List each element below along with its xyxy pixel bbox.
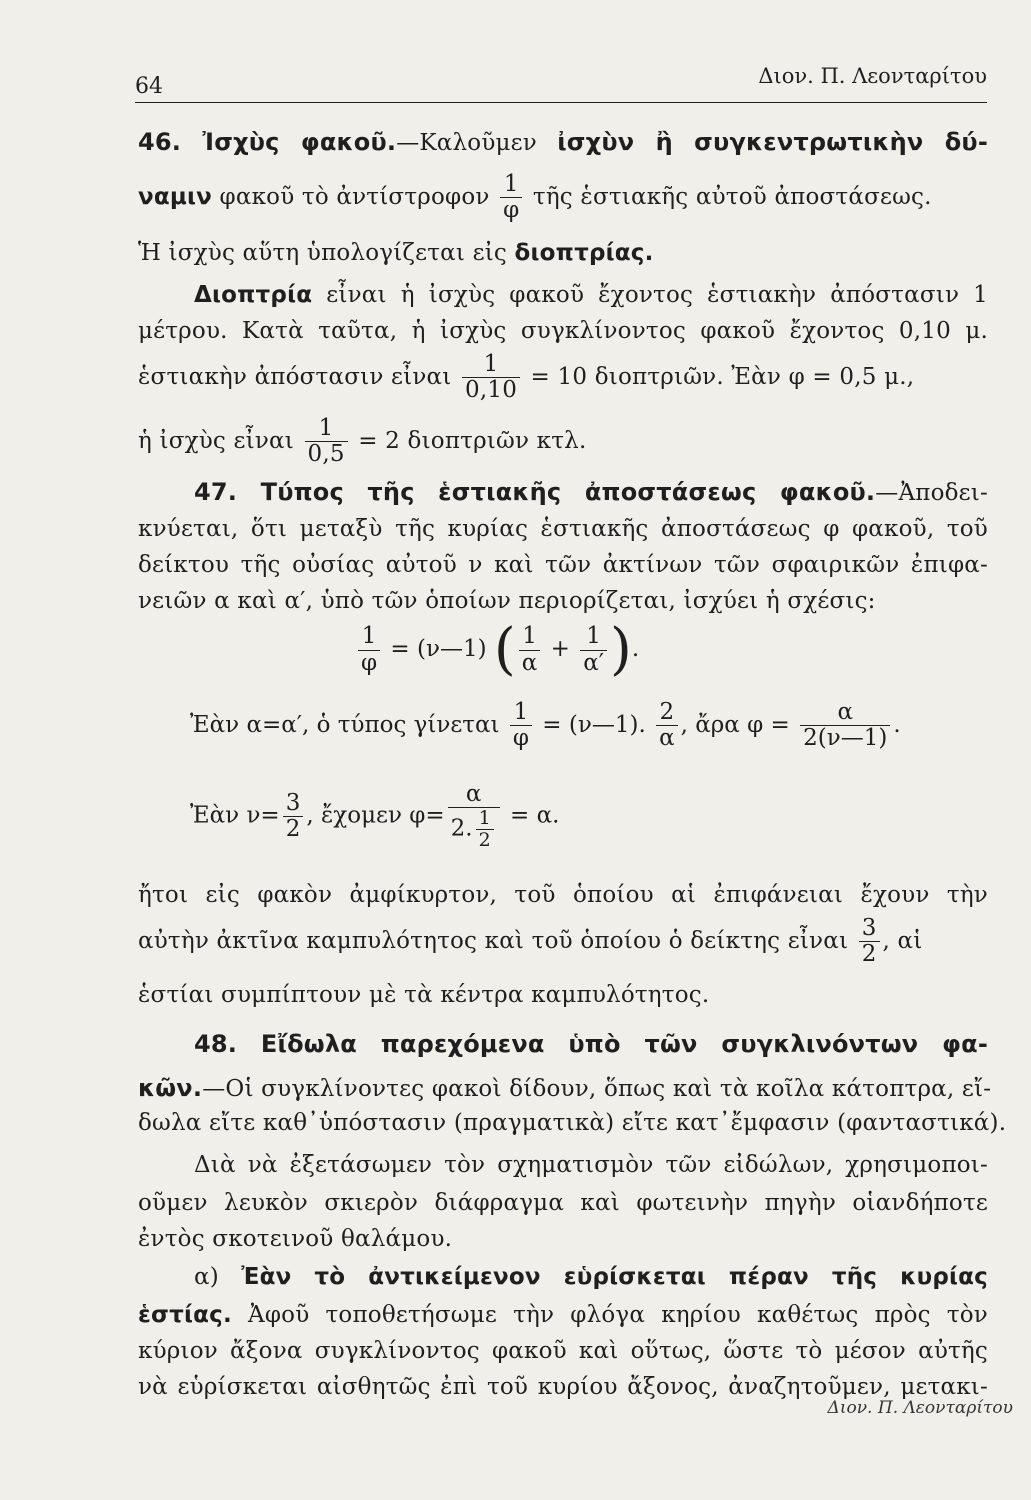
sec47-line-6: αὐτὴν ἀκτῖνα καμπυλότητος καὶ τοῦ ὁποίου ὁ δείκτης εἶναι $\frac{3}{2}$ , αἱ bbox=[138, 915, 923, 968]
fraction: $\frac{3}{2}$ bbox=[859, 916, 880, 968]
equation-case-1: Ἐὰν α=α′, ὁ τύπος γίνεται $\frac{1}{\varphi}$ = (ν—1). $\frac{2}{\alpha}$ , ἄρα φ = $\frac{\alpha}{2(\nu—1)}$ . bbox=[190, 699, 901, 752]
sec47-line-5: ἤτοι εἰς φακὸν ἀμφίκυρτον, τοῦ ὁποίου αἱ ἐπιφάνειαι ἔχουν τὴν bbox=[138, 882, 988, 908]
sec46-line-2: ναμιν φακοῦ τὸ ἀντίστροφον $\frac{1}{\varphi}$ τῆς ἑστιακῆς αὐτοῦ ἀποστάσεως. bbox=[138, 171, 932, 224]
sec46-line-4: Διοπτρία εἶναι ἡ ἰσχὺς φακοῦ ἔχοντος ἑστιακὴν ἀπόστασιν 1 bbox=[194, 282, 988, 308]
fraction: $\frac{3}{2}$ bbox=[283, 791, 304, 843]
sec48-line-2: κῶν.—Οἱ συγκλίνοντες φακοὶ δίδουν, ὅπως καὶ τὰ κοῖλα κάτοπτρα, εἴ- bbox=[138, 1074, 992, 1102]
sec48-line-7: α) Ἐὰν τὸ ἀντικείμενον εὑρίσκεται πέραν τῆς κυρίας bbox=[194, 1264, 989, 1290]
fraction: α 2. $\frac{1}{2}$ bbox=[448, 782, 500, 851]
sec46-line-7: ἡ ἰσχὺς εἶναι $\frac{1}{0,5}$ = 2 διοπτριῶν κτλ. bbox=[138, 415, 587, 468]
page-number: 64 bbox=[135, 74, 163, 99]
fraction: $\frac{1}{\varphi}$ bbox=[358, 624, 380, 676]
sec48-line-9: κύριον ἄξονα συγκλίνοντος φακοῦ καὶ οὕτως, ὥστε τὸ μέσον αὐτῆς bbox=[138, 1338, 988, 1364]
sec46-line-5: μέτρου. Κατὰ ταῦτα, ἡ ἰσχὺς συγκλίνοντος φακοῦ ἔχοντος 0,10 μ. bbox=[138, 318, 988, 344]
footer-signature: Διον. Π. Λεονταρίτου bbox=[827, 1398, 1013, 1418]
sec46-line-3: Ἡ ἰσχὺς αὕτη ὑπολογίζεται εἰς διοπτρίας. bbox=[138, 240, 654, 266]
sec47-line-2: κνύεται, ὅτι μεταξὺ τῆς κυρίας ἑστιακῆς ἀποστάσεως φ φακοῦ, τοῦ bbox=[138, 516, 988, 542]
sec48-line-10: νὰ εὑρίσκεται αἰσθητῶς ἐπὶ τοῦ κυρίου ἄξονος, ἀναζητοῦμεν, μετακι- bbox=[138, 1374, 988, 1400]
fraction: $\frac{1}{\varphi}$ bbox=[500, 172, 522, 224]
fraction: $\frac{2}{\alpha}$ bbox=[656, 700, 678, 752]
sec47-line-1: 47. Τύπος τῆς ἑστιακῆς ἀποστάσεως φακοῦ.—Ἀποδει- bbox=[194, 478, 988, 506]
sec48-title: 48. Εἴδωλα παρεχόμενα ὑπὸ τῶν συγκλινόντων φα- bbox=[194, 1030, 988, 1058]
fraction: $\frac{1}{0,10}$ bbox=[462, 352, 520, 404]
sec48-line-5: οῦμεν λευκὸν σκιερὸν διάφραγμα καὶ φωτεινὴν πηγὴν οἱανδήποτε bbox=[138, 1190, 988, 1216]
sec46-title: 46. Ἰσχὺς φακοῦ. bbox=[138, 128, 397, 156]
fraction: $\frac{1}{0,5}$ bbox=[305, 416, 348, 468]
equation-case-2: Ἐὰν ν= $\frac{3}{2}$ , ἔχομεν φ= α 2. $\frac{1}{2}$ = α. bbox=[190, 781, 560, 852]
sec46-line-1: 46. Ἰσχὺς φακοῦ.—Καλοῦμεν ἰσχὺν ἢ συγκεντρωτικὴν δύ- bbox=[138, 128, 989, 156]
sec47-title: 47. Τύπος τῆς ἑστιακῆς ἀποστάσεως φακοῦ. bbox=[194, 478, 876, 506]
sec47-line-4: νειῶν α καὶ α′, ὑπὸ τῶν ὁποίων περιορίζεται, ἰσχύει ἡ σχέσις: bbox=[138, 588, 876, 614]
sec48-title-line-1 bbox=[138, 1030, 988, 1058]
fraction: $\frac{1}{\alpha}$ bbox=[519, 624, 541, 676]
fraction: $\frac{1}{\alpha'}$ bbox=[580, 624, 607, 676]
equation-lens-formula: $\frac{1}{\varphi}$ = (ν—1) ( $\frac{1}{\alpha}$ + $\frac{1}{\alpha'}$ ). bbox=[355, 622, 639, 678]
page-header bbox=[135, 64, 987, 103]
sec46-line-6: ἑστιακὴν ἀπόστασιν εἶναι $\frac{1}{0,10}$ = 10 διοπτριῶν. Ἐὰν φ = 0,5 μ., bbox=[138, 351, 915, 404]
fraction: $\frac{1}{\varphi}$ bbox=[510, 700, 532, 752]
sec48-line-4: Διὰ νὰ ἐξετάσωμεν τὸν σχηματισμὸν τῶν εἰδώλων, χρησιμοποι- bbox=[194, 1152, 988, 1178]
sec47-line-3: δείκτου τῆς οὐσίας αὐτοῦ ν καὶ τῶν ἀκτίνων τῶν σφαιρικῶν ἐπιφα- bbox=[138, 552, 988, 578]
running-head-author: Διον. Π. Λεονταρίτου bbox=[758, 64, 987, 88]
sec48-line-6: ἐντὸς σκοτεινοῦ θαλάμου. bbox=[138, 1226, 453, 1252]
sec48-line-3: δωλα εἴτε καθ᾽ὑπόστασιν (πραγματικὰ) εἴτε κατ᾽ἔμφασιν (φανταστικά). bbox=[138, 1110, 1007, 1136]
sec47-line-7: ἑστίαι συμπίπτουν μὲ τὰ κέντρα καμπυλότητος. bbox=[138, 982, 710, 1008]
fraction: $\frac{\alpha}{2(\nu—1)}$ bbox=[800, 700, 890, 752]
sec48-line-8: ἑστίας. Ἀφοῦ τοποθετήσωμε τὴν φλόγα κηρίου καθέτως πρὸς τὸν bbox=[138, 1302, 988, 1328]
